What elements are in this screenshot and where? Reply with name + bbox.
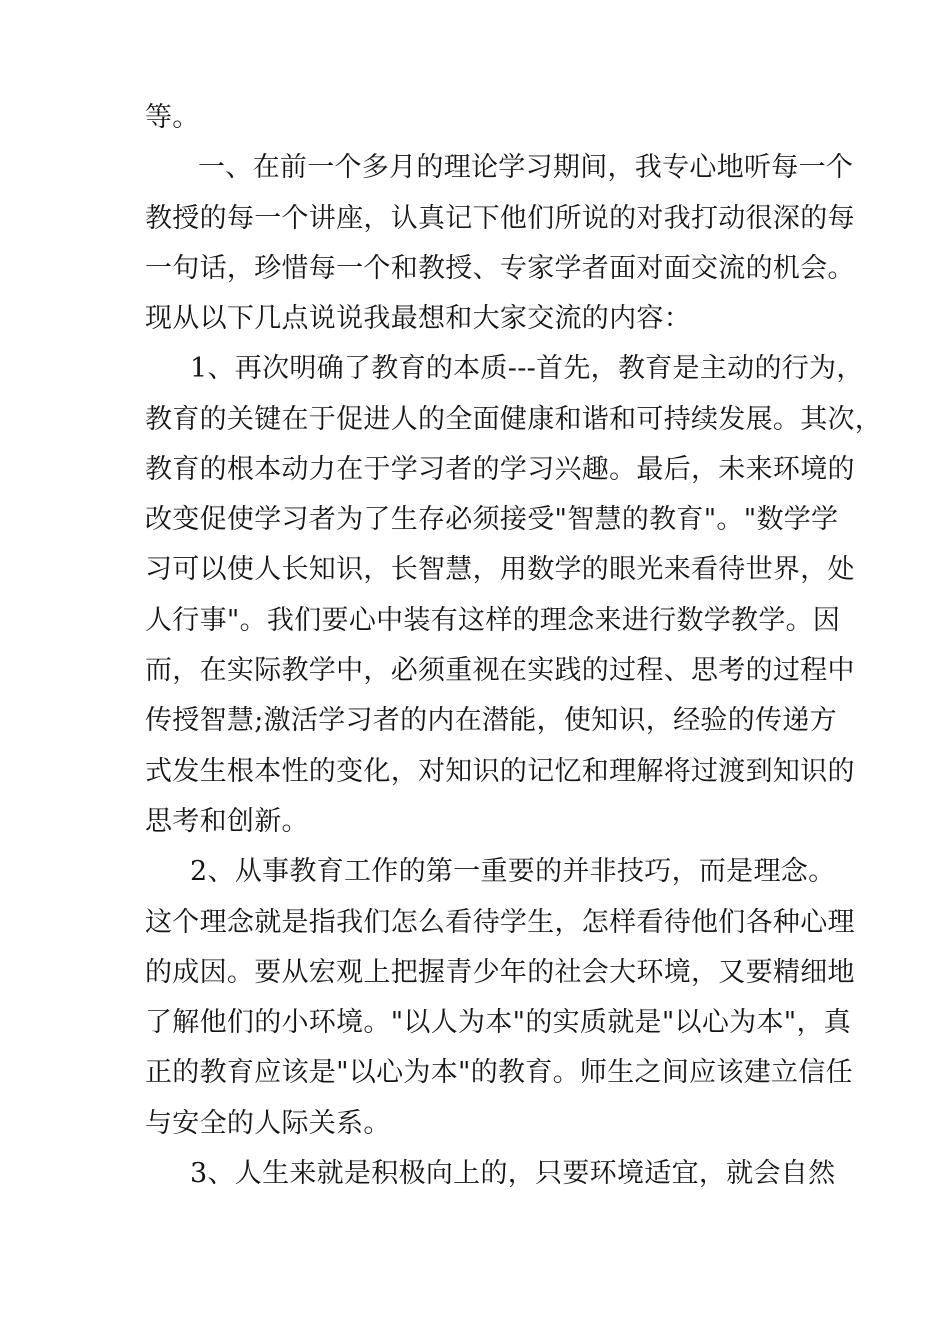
text-line: 正的教育应该是"以心为本"的教育。师生之间应该建立信任 [145, 1057, 853, 1088]
text-line: 式发生根本性的变化，对知识的记忆和理解将过渡到知识的 [145, 756, 855, 787]
text-line: 思考和创新。 [145, 806, 309, 837]
text-line: 人行事"。我们要心中装有这样的理念来进行数学教学。因 [145, 605, 841, 636]
text-line: 3、人生来就是积极向上的，只要环境适宜，就会自然 [190, 1158, 836, 1189]
text-line: 教授的每一个讲座，认真记下他们所说的对我打动很深的每 [145, 203, 855, 234]
text-line: 习可以使人长知识，长智慧，用数学的眼光来看待世界，处 [145, 554, 855, 585]
text-line: 与安全的人际关系。 [145, 1108, 391, 1139]
text-line: 1、再次明确了教育的本质---首先，教育是主动的行为， [190, 353, 864, 384]
text-line: 教育的根本动力在于学习者的学习兴趣。最后，未来环境的 [145, 454, 855, 485]
text-line: 了解他们的小环境。"以人为本"的实质就是"以心为本"，真 [145, 1007, 852, 1038]
text-line: 而，在实际教学中，必须重视在实践的过程、思考的过程中 [145, 655, 855, 686]
text-line: 教育的关键在于促进人的全面健康和谐和可持续发展。其次， [145, 404, 883, 435]
text-line: 等。 [145, 102, 200, 133]
text-line: 现从以下几点说说我最想和大家交流的内容： [145, 303, 691, 334]
text-line: 一、在前一个多月的理论学习期间，我专心地听每一个 [198, 152, 854, 183]
text-line: 传授智慧;激活学习者的内在潜能，使知识，经验的传递方 [145, 705, 837, 736]
text-line: 一句话，珍惜每一个和教授、专家学者面对面交流的机会。 [145, 253, 855, 284]
text-line: 2、从事教育工作的第一重要的并非技巧，而是理念。 [190, 856, 836, 887]
text-line: 的成因。要从宏观上把握青少年的社会大环境，又要精细地 [145, 957, 855, 988]
text-line: 这个理念就是指我们怎么看待学生，怎样看待他们各种心理 [145, 907, 855, 938]
text-line: 改变促使学习者为了生存必须接受"智慧的教育"。"数学学 [145, 504, 839, 535]
